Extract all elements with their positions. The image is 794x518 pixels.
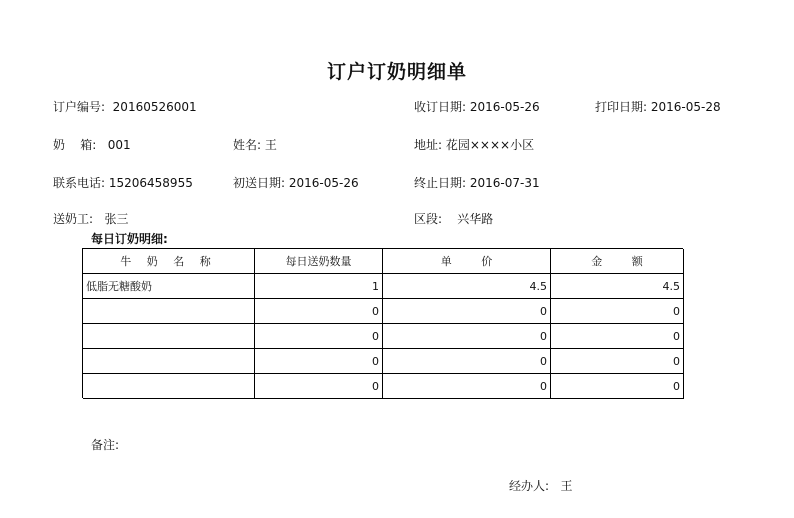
amount-cell: 0	[551, 324, 684, 349]
amount-cell: 4.5	[551, 274, 684, 299]
header-daily-quantity: 每日送奶数量	[255, 249, 383, 274]
subscriber-name: 姓名: 王	[233, 138, 277, 152]
amount-cell: 0	[551, 374, 684, 399]
unit-price-cell: 0	[383, 374, 551, 399]
header-unit-price: 单 价	[383, 249, 551, 274]
receive-date: 收订日期: 2016-05-26	[414, 100, 540, 114]
milk-name-cell	[83, 374, 255, 399]
table-row	[83, 274, 683, 299]
table-row	[83, 349, 683, 374]
unit-price-cell: 4.5	[383, 274, 551, 299]
district: 区段: 兴华路	[414, 212, 494, 226]
document-title: 订户订奶明细单	[326, 61, 467, 83]
first-delivery-date: 初送日期: 2016-05-26	[233, 176, 359, 190]
end-date: 终止日期: 2016-07-31	[414, 176, 540, 190]
milk-name-cell	[83, 349, 255, 374]
amount-cell: 0	[551, 349, 684, 374]
order-detail-table	[82, 248, 683, 398]
phone: 联系电话: 15206458955	[53, 176, 193, 190]
quantity-cell: 1	[255, 274, 383, 299]
table-header-row	[83, 249, 683, 274]
handler: 经办人: 王	[509, 479, 573, 493]
header-milk-name: 牛 奶 名 称	[83, 249, 255, 274]
milk-name-cell	[83, 324, 255, 349]
milk-box: 奶 箱: 001	[53, 138, 131, 152]
remark-label: 备注:	[91, 438, 120, 452]
detail-title: 每日订奶明细:	[91, 232, 168, 246]
quantity-cell: 0	[255, 324, 383, 349]
amount-cell: 0	[551, 299, 684, 324]
table-row	[83, 324, 683, 349]
table-row	[83, 374, 683, 399]
quantity-cell: 0	[255, 349, 383, 374]
unit-price-cell: 0	[383, 349, 551, 374]
unit-price-cell: 0	[383, 324, 551, 349]
milk-name-cell	[83, 299, 255, 324]
courier: 送奶工: 张三	[53, 212, 129, 226]
table-row	[83, 299, 683, 324]
milk-name-cell: 低脂无糖酸奶	[83, 274, 255, 299]
address: 地址: 花园××××小区	[414, 138, 535, 152]
quantity-cell: 0	[255, 374, 383, 399]
unit-price-cell: 0	[383, 299, 551, 324]
subscriber-number: 订户编号: 20160526001	[53, 100, 197, 114]
header-amount: 金 额	[551, 249, 684, 274]
quantity-cell: 0	[255, 299, 383, 324]
print-date: 打印日期: 2016-05-28	[595, 100, 721, 114]
